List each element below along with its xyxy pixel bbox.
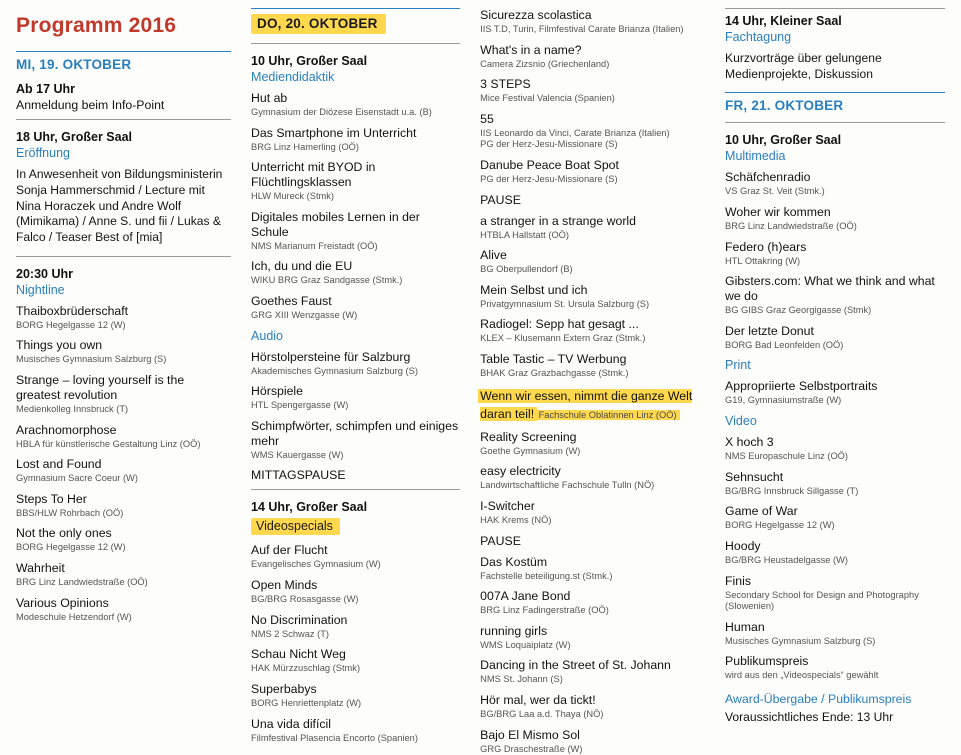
slot-time-3: 20:30 Uhr (16, 266, 73, 281)
column-4 (715, 8, 955, 724)
item-title: Danube Peace Boat Spot (480, 158, 619, 173)
item-school: HAK Krems (NÖ) (480, 514, 552, 525)
pause-label: PAUSE (480, 192, 521, 207)
item-school: NMS St. Johann (S) (480, 674, 563, 685)
item-school: WIKU BRG Graz Sandgasse (Stmk.) (251, 275, 403, 286)
slot-time-2: 18 Uhr, Großer Saal (16, 130, 133, 145)
list-item (725, 574, 945, 613)
item-title: Unterricht mit BYOD in Flüchtlingsklassen (251, 160, 376, 190)
item-title: Thaiboxbrüderschaft (16, 303, 129, 318)
divider-grey-2 (16, 256, 231, 257)
item-school: Goethe Gymnasium (W) (480, 445, 581, 456)
item-school: BORG Hegelgasse 12 (W) (725, 520, 835, 531)
list-item (251, 259, 460, 287)
item-title: Steps To Her (16, 491, 87, 506)
divider-blue (16, 51, 231, 52)
day-heading-friday: FR, 21. OKTOBER (725, 98, 844, 114)
item-school: Musisches Gymnasium Salzburg (S) (725, 635, 876, 646)
item-school: NMS Marianum Freistadt (OÖ) (251, 240, 378, 251)
pause-label: PAUSE (480, 533, 521, 548)
list-item (251, 210, 460, 253)
item-school: VS Graz St. Veit (Stmk.) (725, 186, 825, 197)
item-school: Filmfestival Plasencia Encorto (Spanien) (251, 732, 418, 743)
list-item (251, 543, 460, 571)
list-item (725, 379, 945, 407)
item-school: Camera Zizsnio (Griechenland) (480, 58, 610, 69)
item-school: BORG Hegelgasse 12 (W) (16, 542, 126, 553)
item-title: Schau Nicht Weg (251, 647, 346, 662)
item-school: BORG Henriettenplatz (W) (251, 697, 362, 708)
item-title: Arachnomorphose (16, 422, 117, 437)
list-item (251, 91, 460, 119)
item-title: running girls (480, 623, 548, 638)
item-note: wird aus den „Videospecials“ gewählt (725, 670, 879, 681)
item-school: WMS Kauergasse (W) (251, 449, 344, 460)
item-title: Bajo El Mismo Sol (480, 727, 580, 742)
list-item (16, 526, 231, 554)
list-item (725, 504, 945, 532)
item-title: I-Switcher (480, 498, 535, 513)
item-school: BG GIBS Graz Georgigasse (Stmk) (725, 305, 872, 316)
fachtagung-text: Kurzvorträge über gelungene Medienprojekte, Diskussion (725, 51, 882, 81)
list-item (480, 624, 705, 652)
list-item (16, 304, 231, 332)
list-item (480, 77, 705, 105)
list-item (480, 499, 705, 527)
list-item (480, 658, 705, 686)
list-item (725, 654, 945, 682)
item-title: Schäfchenradio (725, 170, 811, 185)
item-school: G19, Gymnasiumstraße (W) (725, 395, 842, 406)
item-title: Dancing in the Street of St. Johann (480, 658, 671, 673)
item-school: KLEX – Klusemann Extern Graz (Stmk.) (480, 333, 646, 344)
item-title: Human (725, 619, 765, 634)
section-print: Print (725, 358, 751, 373)
list-item (251, 350, 460, 378)
item-school: GRG XIII Wenzgasse (W) (251, 310, 358, 321)
item-title: 3 STEPS (480, 77, 531, 92)
slot-time-1: 14 Uhr, Kleiner Saal (725, 14, 842, 28)
list-item (16, 338, 231, 366)
list-item (251, 647, 460, 675)
item-school: HBLA für künstlerische Gestaltung Linz (OÖ) (16, 438, 201, 449)
divider-grey-1 (16, 119, 231, 120)
item-title: Federo (h)ears (725, 239, 807, 254)
item-title: Not the only ones (16, 526, 112, 541)
section-mediendidaktik: Mediendidaktik (251, 70, 335, 84)
item-title: Hör mal, wer da tickt! (480, 692, 596, 707)
item-title: Hörstolpersteine für Salzburg (251, 349, 411, 364)
item-school: GRG Draschestraße (W) (480, 743, 583, 754)
list-item (251, 160, 460, 203)
list-item (480, 464, 705, 492)
item-title: Sehnsucht (725, 469, 784, 484)
section-videospecials: Videospecials (251, 518, 340, 535)
item-school: Fachstelle beteiligung.st (Stmk.) (480, 570, 613, 581)
item-school: BRG Linz Hamerling (OÖ) (251, 141, 360, 152)
item-title: Der letzte Donut (725, 323, 814, 338)
day-heading-thursday: DO, 20. OKTOBER (251, 14, 386, 34)
item-title: Appropriierte Selbstportraits (725, 379, 878, 394)
item-school: HLW Mureck (Stmk) (251, 191, 335, 202)
section-audio: Audio (251, 328, 284, 343)
item-title: Sicurezza scolastica (480, 8, 592, 22)
eroeffnung-text: In Anwesenheit von Bildungsministerin Sonja Hammerschmid / Lecture mit Nina Horaczek und Andre Wolf (Mimikama) / Anne S. und fii / Lukas & Falco / Teaser Best of [mia] (16, 167, 223, 244)
item-school: Mice Festival Valencia (Spanien) (480, 93, 615, 104)
list-item (480, 728, 705, 755)
item-school: Akademisches Gymnasium Salzburg (S) (251, 365, 418, 376)
list-item (16, 423, 231, 451)
list-item (480, 352, 705, 380)
item-school: Landwirtschaftliche Fachschule Tulln (NÖ) (480, 480, 655, 491)
item-title: 55 (480, 111, 494, 126)
slot-time-1: 10 Uhr, Großer Saal (251, 54, 368, 68)
item-school: BRG Linz Landwiedstraße (OÖ) (725, 221, 857, 232)
divider-grey-2 (725, 122, 945, 123)
item-school: BORG Bad Leonfelden (OÖ) (725, 339, 844, 350)
list-item (480, 248, 705, 276)
list-item (251, 717, 460, 745)
list-item (16, 561, 231, 589)
item-title: No Discrimination (251, 612, 348, 627)
list-item (725, 274, 945, 317)
slot-note-1: Anmeldung beim Info-Point (16, 98, 165, 113)
list-item (480, 555, 705, 583)
item-title: Wahrheit (16, 560, 65, 575)
list-item (251, 578, 460, 606)
list-item (251, 613, 460, 641)
section-fachtagung: Fachtagung (725, 30, 792, 44)
item-school: Privatgymnasium St. Ursula Salzburg (S) (480, 298, 650, 309)
page-title: Programm 2016 (16, 14, 177, 37)
item-school: BBS/HLW Rohrbach (OÖ) (16, 507, 124, 518)
list-item (725, 324, 945, 352)
item-school: HTL Spengergasse (W) (251, 400, 349, 411)
divider-grey-2 (251, 489, 460, 490)
item-title: Hörspiele (251, 384, 303, 399)
list-item (480, 317, 705, 345)
item-title: Auf der Flucht (251, 543, 328, 558)
list-item (480, 8, 705, 36)
item-school: Secondary School for Design and Photography (Slowenien) (725, 589, 919, 612)
section-video: Video (725, 414, 757, 429)
list-item (725, 205, 945, 233)
item-title: Strange – loving yourself is the greatest revolution (16, 372, 185, 402)
item-title: Woher wir kommen (725, 205, 831, 220)
item-title: Alive (480, 248, 507, 263)
item-school: WMS Loquaiplatz (W) (480, 639, 571, 650)
list-item (251, 294, 460, 322)
item-school: HTL Ottakring (W) (725, 255, 801, 266)
list-item (480, 43, 705, 71)
item-school: BG/BRG Innsbruck Sillgasse (T) (725, 485, 859, 496)
slot-time-2: 14 Uhr, Großer Saal (251, 500, 368, 515)
item-school: BRG Linz Landwiedstraße (OÖ) (16, 576, 148, 587)
item-title: Lost and Found (16, 457, 102, 472)
list-item (725, 539, 945, 567)
column-1 (6, 8, 241, 667)
list-item (725, 470, 945, 498)
item-school: BHAK Graz Grazbachgasse (Stmk.) (480, 368, 629, 379)
item-title: Game of War (725, 504, 798, 519)
item-title: Finis (725, 573, 751, 588)
item-title: Radiogel: Sepp hat gesagt ... (480, 317, 639, 332)
item-title: Table Tastic – TV Werbung (480, 352, 627, 367)
divider-grey-1 (251, 43, 460, 44)
column-2 (241, 8, 470, 743)
item-title: Reality Screening (480, 429, 577, 444)
item-school: HTBLA Hallstatt (OÖ) (480, 229, 569, 240)
item-school: BRG Linz Fadingerstraße (OÖ) (480, 605, 609, 616)
list-item (480, 214, 705, 242)
list-item (480, 589, 705, 617)
list-item (16, 457, 231, 485)
list-item (16, 492, 231, 520)
item-title: Wenn wir essen, nimmt die ganze Welt daran teil! (480, 388, 693, 421)
item-school: HAK Mürzzuschlag (Stmk) (251, 663, 361, 674)
item-school: Medienkolleg Innsbruck (T) (16, 403, 129, 414)
list-item (251, 682, 460, 710)
day-heading-wednesday: MI, 19. OKTOBER (16, 57, 132, 73)
item-title: easy electricity (480, 464, 561, 479)
item-title: Una vida difícil (251, 716, 331, 731)
list-item (480, 430, 705, 458)
item-school: Modeschule Hetzendorf (W) (16, 611, 132, 622)
list-item (251, 384, 460, 412)
item-title: Superbabys (251, 681, 317, 696)
divider-grey-1 (725, 8, 945, 9)
slot-time-1: Ab 17 Uhr (16, 82, 76, 97)
list-item (725, 240, 945, 268)
item-title: Various Opinions (16, 595, 109, 610)
item-school: BG/BRG Heustadelgasse (W) (725, 554, 848, 565)
item-title: Hoody (725, 538, 761, 553)
item-school: BG/BRG Laa a.d. Thaya (NÖ) (480, 708, 604, 719)
item-title: X hoch 3 (725, 435, 774, 450)
divider-blue (725, 92, 945, 93)
list-item (725, 435, 945, 463)
item-school: PG der Herz-Jesu-Missionare (S) (480, 174, 618, 185)
item-title: Publikumspreis (725, 654, 809, 669)
list-item (16, 373, 231, 416)
item-title: Goethes Faust (251, 294, 332, 309)
column-3 (470, 8, 715, 754)
slot-time-2: 10 Uhr, Großer Saal (725, 133, 842, 148)
item-title: Mein Selbst und ich (480, 282, 588, 297)
item-school: Musisches Gymnasium Salzburg (S) (16, 354, 167, 365)
item-school: IIS Leonardo da Vinci, Carate Brianza (Italien) PG der Herz-Jesu-Missionare (S) (480, 127, 670, 150)
item-title: Things you own (16, 338, 103, 353)
divider-blue (251, 8, 460, 9)
item-school: Gymnasium der Diözese Eisenstadt u.a. (B) (251, 107, 432, 117)
item-title: Hut ab (251, 91, 288, 105)
item-title: Das Smartphone im Unterricht (251, 125, 417, 140)
list-item (16, 596, 231, 624)
item-title: Gibsters.com: What we think and what we do (725, 274, 935, 304)
list-item-highlighted (480, 387, 705, 423)
award-end-time: Voraussichtliches Ende: 13 Uhr (725, 709, 894, 724)
list-item (725, 620, 945, 648)
item-school: NMS 2 Schwaz (T) (251, 628, 330, 639)
list-item (480, 112, 705, 151)
item-title: What's in a name? (480, 42, 582, 57)
item-school: Fachschule Oblatinnen Linz (OÖ) (538, 409, 677, 420)
item-title: 007A Jane Bond (480, 589, 571, 604)
section-nightline: Nightline (16, 282, 65, 297)
section-multimedia: Multimedia (725, 149, 786, 164)
item-title: Digitales mobiles Lernen in der Schule (251, 209, 420, 239)
item-title: Open Minds (251, 578, 318, 593)
list-item (480, 693, 705, 721)
list-item (480, 283, 705, 311)
item-school: BG/BRG Rosasgasse (W) (251, 594, 359, 605)
section-eroeffnung: Eröffnung (16, 146, 70, 161)
item-title: Ich, du und die EU (251, 259, 353, 274)
item-school: NMS Europaschule Linz (OÖ) (725, 451, 849, 462)
item-school: BG Oberpullendorf (B) (480, 264, 573, 275)
list-item (725, 170, 945, 198)
item-school: Evangelisches Gymnasium (W) (251, 559, 381, 570)
item-title: Schimpfwörter, schimpfen und einiges mehr (251, 418, 459, 448)
list-item (251, 126, 460, 154)
item-school: BORG Hegelgasse 12 (W) (16, 319, 126, 330)
list-item (480, 158, 705, 186)
pause-label: MITTAGSPAUSE (251, 468, 346, 483)
item-school: Gymnasium Sacre Coeur (W) (16, 473, 138, 484)
award-heading: Award-Übergabe / Publikumspreis (725, 691, 912, 706)
item-title: Das Kostüm (480, 554, 548, 569)
item-school: IIS T.D, Turin, Filmfestival Carate Brianza (Italien) (480, 24, 684, 34)
list-item (251, 419, 460, 462)
item-title: a stranger in a strange world (480, 213, 636, 228)
